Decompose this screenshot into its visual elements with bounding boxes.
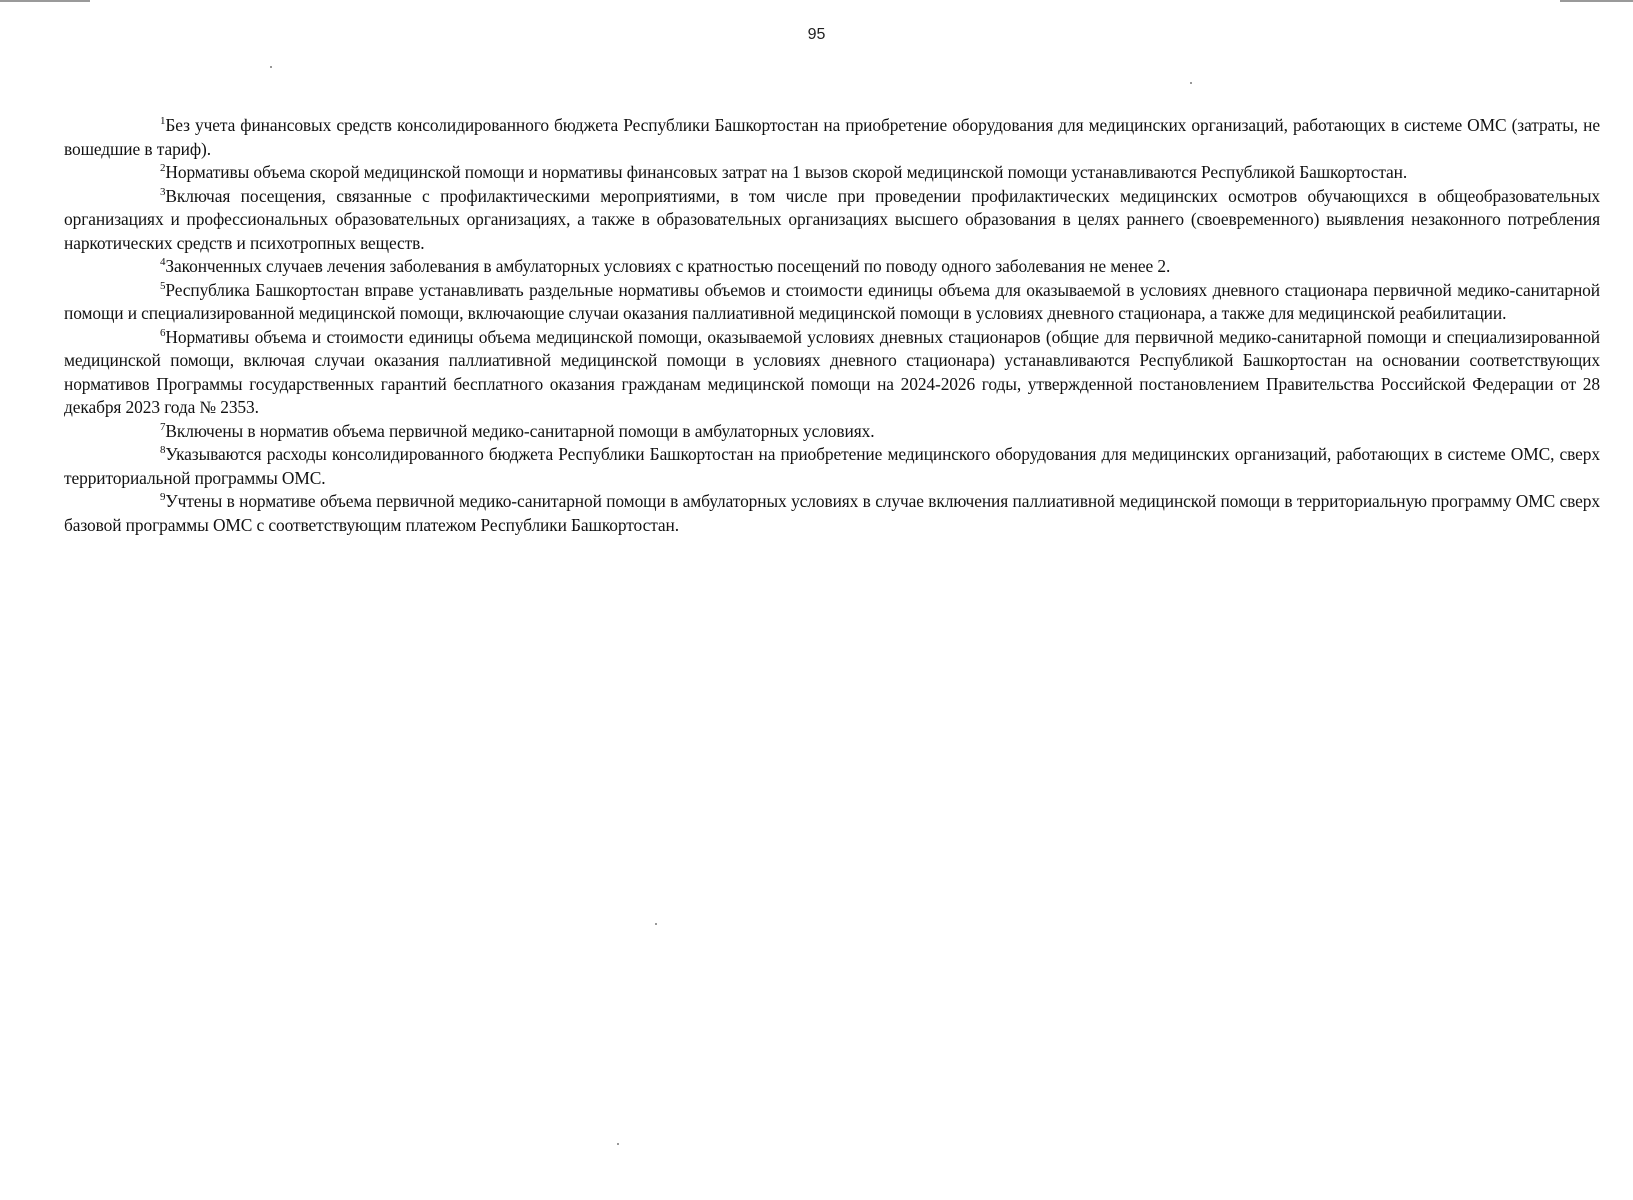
- footnote-7: [64, 420, 1600, 444]
- footnote-1: [64, 114, 1600, 161]
- scan-speck: [1190, 82, 1192, 84]
- footnotes-section: [64, 114, 1600, 537]
- footnote-3: [64, 185, 1600, 256]
- footnote-text: Без учета финансовых средств консолидированного бюджета Республики Башкортостан на приобретение оборудования для медицинских организаций, работающих в системе ОМС (затраты, не вошедшие в тариф).: [64, 115, 1600, 159]
- footnote-4: [64, 255, 1600, 279]
- footnote-8: [64, 443, 1600, 490]
- footnote-6: [64, 326, 1600, 420]
- footnote-marker: 5: [160, 279, 166, 292]
- page-number: 95: [807, 26, 826, 43]
- footnote-9: [64, 490, 1600, 537]
- footnote-2: [64, 161, 1600, 185]
- footnote-marker: 3: [160, 185, 166, 198]
- footnote-marker: 6: [160, 326, 166, 339]
- footnote-text: Указываются расходы консолидированного бюджета Республики Башкортостан на приобретение медицинского оборудования для медицинских организаций, работающих в системе ОМС, сверх территориальной программы ОМС.: [64, 444, 1600, 488]
- scan-speck: [655, 923, 657, 925]
- scan-speck: [270, 66, 272, 68]
- scan-edge-mark: [1560, 0, 1633, 2]
- footnote-text: Республика Башкортостан вправе устанавливать раздельные нормативы объемов и стоимости единицы объема для оказываемой в условиях дневного стационара первичной медико-санитарной помощи и специализированной медицинской помощи, включающие случаи оказания паллиативной медицинской помощи в условиях дневного стационара, а также для медицинской реабилитации.: [64, 279, 1600, 323]
- footnote-marker: 1: [160, 115, 166, 127]
- scan-speck: [617, 1143, 619, 1145]
- footnote-text: Учтены в нормативе объема первичной медико-санитарной помощи в амбулаторных условиях в случае включения паллиативной медицинской помощи в территориальную программу ОМС сверх базовой программы ОМС с соответствующим платежом Республики Башкортостан.: [64, 491, 1600, 535]
- footnote-text: Включены в норматив объема первичной медико-санитарной помощи в амбулаторных условиях.: [165, 420, 875, 441]
- footnote-text: Нормативы объема и стоимости единицы объема медицинской помощи, оказываемой условиях дневных стационаров (общие для первичной медико-санитарной помощи и специализированной медицинской помощи, включая случаи оказания паллиативной медицинской помощи в условиях дневного стационара) устанавливаются Республикой Башкортостан на основании соответствующих нормативов Программы государственных гарантий бесплатного оказания гражданам медицинской помощи на 2024-2026 годы, утвержденной постановлением Правительства Российской Федерации от 28 декабря 2023 года № 2353.: [64, 326, 1600, 417]
- footnote-text: Нормативы объема скорой медицинской помощи и нормативы финансовых затрат на 1 вызов скорой медицинской помощи устанавливаются Республикой Башкортостан.: [165, 162, 1408, 182]
- footnote-marker: 4: [160, 256, 166, 268]
- footnote-text: Включая посещения, связанные с профилактическими мероприятиями, в том числе при проведении профилактических медицинских осмотров обучающихся в общеобразовательных организациях и профессиональных образовательных организациях, а также в образовательных организациях высшего образования в целях раннего (своевременного) выявления незаконного потребления наркотических средств и психотропных веществ.: [64, 185, 1600, 253]
- footnote-marker: 8: [160, 444, 166, 456]
- footnote-marker: 7: [160, 420, 166, 433]
- footnote-marker: 2: [160, 162, 166, 174]
- footnote-marker: 9: [160, 491, 166, 503]
- scan-edge-mark: [0, 0, 90, 2]
- footnote-5: [64, 279, 1600, 326]
- footnote-text: Законченных случаев лечения заболевания в амбулаторных условиях с кратностью посещений по поводу одного заболевания не менее 2.: [165, 256, 1171, 276]
